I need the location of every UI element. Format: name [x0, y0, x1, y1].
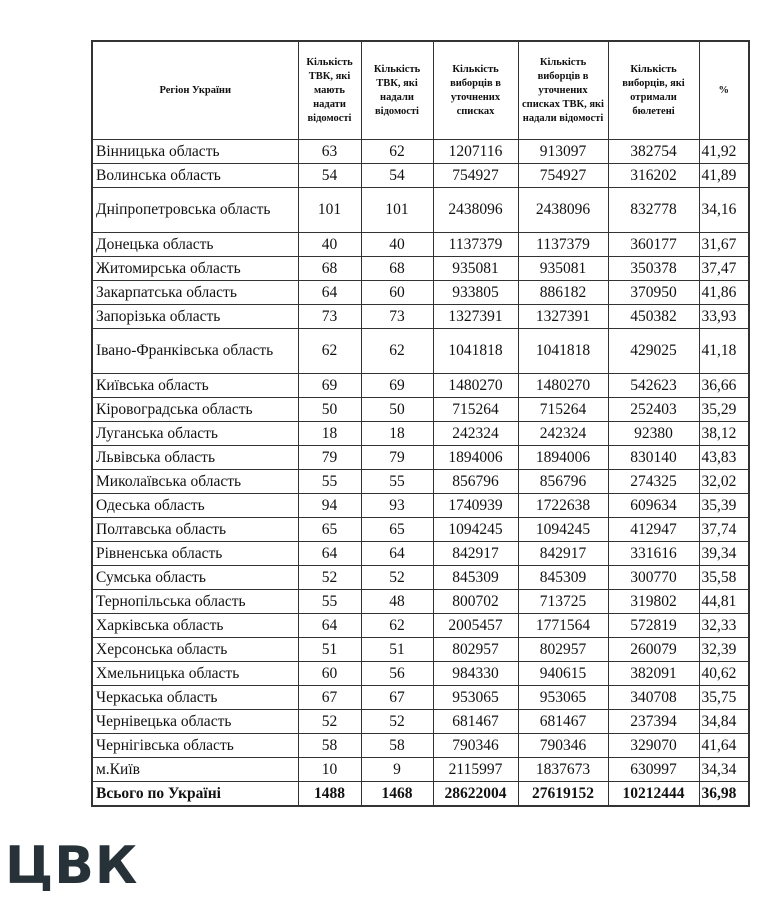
cell-percent: 37,47	[699, 257, 749, 281]
table-row	[92, 494, 749, 518]
table-row	[92, 590, 749, 614]
cell-voters-lists: 1327391	[433, 305, 518, 329]
cell-percent: 38,12	[699, 422, 749, 446]
cell-tvk-reported: 50	[361, 398, 433, 422]
cell-tvk-expected: 101	[298, 188, 361, 233]
cell-region: Львівська область	[92, 446, 298, 470]
cell-percent: 34,16	[699, 188, 749, 233]
cell-tvk-expected: 55	[298, 590, 361, 614]
table-row	[92, 188, 749, 233]
cell-tvk-reported: 101	[361, 188, 433, 233]
cell-tvk-reported: 67	[361, 686, 433, 710]
cell-tvk-reported: 55	[361, 470, 433, 494]
cell-voters-reported-lists: 27619152	[518, 782, 608, 807]
cell-ballots-received: 319802	[608, 590, 699, 614]
cell-voters-reported-lists: 953065	[518, 686, 608, 710]
cell-voters-reported-lists: 1094245	[518, 518, 608, 542]
cell-tvk-expected: 64	[298, 281, 361, 305]
cell-region: Полтавська область	[92, 518, 298, 542]
cell-tvk-expected: 52	[298, 710, 361, 734]
table-row	[92, 164, 749, 188]
table-row	[92, 470, 749, 494]
header-ballots-received: Кількість виборців, які отримали бюлетені	[608, 41, 699, 140]
cell-voters-lists: 715264	[433, 398, 518, 422]
header-region: Регіон України	[92, 41, 298, 140]
cell-voters-lists: 1207116	[433, 140, 518, 164]
cell-region: Донецька область	[92, 233, 298, 257]
cell-tvk-expected: 1488	[298, 782, 361, 807]
cell-percent: 32,02	[699, 470, 749, 494]
cell-ballots-received: 331616	[608, 542, 699, 566]
cell-region: Луганська область	[92, 422, 298, 446]
cell-region: Кіровоградська область	[92, 398, 298, 422]
table-row	[92, 542, 749, 566]
cell-region: Закарпатська область	[92, 281, 298, 305]
cell-tvk-reported: 79	[361, 446, 433, 470]
cell-voters-reported-lists: 886182	[518, 281, 608, 305]
table-row	[92, 686, 749, 710]
cell-tvk-reported: 60	[361, 281, 433, 305]
cell-percent: 41,89	[699, 164, 749, 188]
cell-tvk-reported: 48	[361, 590, 433, 614]
cell-voters-reported-lists: 802957	[518, 638, 608, 662]
cell-voters-lists: 842917	[433, 542, 518, 566]
cell-ballots-received: 316202	[608, 164, 699, 188]
cell-voters-reported-lists: 1722638	[518, 494, 608, 518]
cell-ballots-received: 832778	[608, 188, 699, 233]
table-row	[92, 422, 749, 446]
cell-tvk-reported: 56	[361, 662, 433, 686]
cell-ballots-received: 329070	[608, 734, 699, 758]
cell-percent: 32,39	[699, 638, 749, 662]
cell-region: Івано-Франківська область	[92, 329, 298, 374]
cell-voters-reported-lists: 681467	[518, 710, 608, 734]
header-tvk-reported: Кількість ТВК, які надали відомості	[361, 41, 433, 140]
cell-voters-lists: 1740939	[433, 494, 518, 518]
table-row	[92, 518, 749, 542]
cell-tvk-reported: 64	[361, 542, 433, 566]
cell-percent: 34,84	[699, 710, 749, 734]
cell-region: Вінницька область	[92, 140, 298, 164]
cell-region: Чернігівська область	[92, 734, 298, 758]
cell-tvk-expected: 55	[298, 470, 361, 494]
cell-region: Сумська область	[92, 566, 298, 590]
cell-tvk-reported: 65	[361, 518, 433, 542]
cell-region: Дніпропетровська область	[92, 188, 298, 233]
cell-voters-reported-lists: 1041818	[518, 329, 608, 374]
cell-voters-lists: 28622004	[433, 782, 518, 807]
cell-percent: 35,39	[699, 494, 749, 518]
cell-ballots-received: 609634	[608, 494, 699, 518]
table-row	[92, 398, 749, 422]
cell-ballots-received: 360177	[608, 233, 699, 257]
cell-region: Миколаївська область	[92, 470, 298, 494]
cell-voters-reported-lists: 790346	[518, 734, 608, 758]
cell-ballots-received: 340708	[608, 686, 699, 710]
cell-tvk-expected: 18	[298, 422, 361, 446]
cell-tvk-reported: 69	[361, 374, 433, 398]
cell-tvk-reported: 40	[361, 233, 433, 257]
cell-percent: 36,98	[699, 782, 749, 807]
cell-tvk-expected: 60	[298, 662, 361, 686]
cell-voters-reported-lists: 713725	[518, 590, 608, 614]
cell-voters-lists: 1094245	[433, 518, 518, 542]
cell-tvk-expected: 54	[298, 164, 361, 188]
cell-region: Херсонська область	[92, 638, 298, 662]
table-row	[92, 758, 749, 782]
cell-voters-reported-lists: 845309	[518, 566, 608, 590]
cell-tvk-expected: 79	[298, 446, 361, 470]
table-row	[92, 614, 749, 638]
cell-percent: 33,93	[699, 305, 749, 329]
cell-ballots-received: 252403	[608, 398, 699, 422]
cell-voters-lists: 681467	[433, 710, 518, 734]
cell-tvk-reported: 18	[361, 422, 433, 446]
cell-voters-reported-lists: 940615	[518, 662, 608, 686]
cell-ballots-received: 412947	[608, 518, 699, 542]
cell-tvk-reported: 62	[361, 140, 433, 164]
cell-tvk-expected: 67	[298, 686, 361, 710]
cell-percent: 32,33	[699, 614, 749, 638]
cell-voters-lists: 1894006	[433, 446, 518, 470]
cell-percent: 36,66	[699, 374, 749, 398]
cell-voters-lists: 953065	[433, 686, 518, 710]
cell-voters-lists: 754927	[433, 164, 518, 188]
cell-ballots-received: 10212444	[608, 782, 699, 807]
cell-ballots-received: 382754	[608, 140, 699, 164]
cell-percent: 37,74	[699, 518, 749, 542]
table-row	[92, 662, 749, 686]
cell-percent: 44,81	[699, 590, 749, 614]
table-row	[92, 566, 749, 590]
cell-region: Волинська область	[92, 164, 298, 188]
cell-tvk-expected: 65	[298, 518, 361, 542]
cell-tvk-reported: 52	[361, 710, 433, 734]
cell-voters-reported-lists: 1894006	[518, 446, 608, 470]
cell-tvk-expected: 40	[298, 233, 361, 257]
cell-tvk-reported: 62	[361, 614, 433, 638]
cell-percent: 31,67	[699, 233, 749, 257]
cell-tvk-reported: 51	[361, 638, 433, 662]
table-row	[92, 710, 749, 734]
cell-tvk-reported: 52	[361, 566, 433, 590]
cell-region: Одеська область	[92, 494, 298, 518]
header-tvk-expected: Кількість ТВК, які мають надати відомості	[298, 41, 361, 140]
cell-voters-lists: 845309	[433, 566, 518, 590]
cell-tvk-reported: 68	[361, 257, 433, 281]
cell-percent: 43,83	[699, 446, 749, 470]
cell-percent: 35,58	[699, 566, 749, 590]
cell-tvk-expected: 73	[298, 305, 361, 329]
cell-tvk-expected: 94	[298, 494, 361, 518]
cell-voters-reported-lists: 1480270	[518, 374, 608, 398]
cell-tvk-reported: 9	[361, 758, 433, 782]
cell-ballots-received: 350378	[608, 257, 699, 281]
cell-tvk-reported: 93	[361, 494, 433, 518]
cell-percent: 41,18	[699, 329, 749, 374]
cell-voters-lists: 856796	[433, 470, 518, 494]
cell-tvk-expected: 51	[298, 638, 361, 662]
table-body	[92, 140, 749, 807]
cell-voters-reported-lists: 1771564	[518, 614, 608, 638]
cell-tvk-expected: 58	[298, 734, 361, 758]
cell-percent: 39,34	[699, 542, 749, 566]
table-header-row	[92, 41, 749, 140]
cell-voters-reported-lists: 913097	[518, 140, 608, 164]
cell-percent: 34,34	[699, 758, 749, 782]
cell-ballots-received: 260079	[608, 638, 699, 662]
cell-tvk-reported: 62	[361, 329, 433, 374]
cell-percent: 41,92	[699, 140, 749, 164]
cell-ballots-received: 237394	[608, 710, 699, 734]
cell-voters-reported-lists: 1837673	[518, 758, 608, 782]
cell-voters-reported-lists: 935081	[518, 257, 608, 281]
cell-tvk-expected: 64	[298, 614, 361, 638]
cell-ballots-received: 382091	[608, 662, 699, 686]
cell-ballots-received: 830140	[608, 446, 699, 470]
cell-percent: 35,29	[699, 398, 749, 422]
turnout-table	[91, 40, 750, 807]
cell-percent: 35,75	[699, 686, 749, 710]
cell-region: Рівненська область	[92, 542, 298, 566]
cell-ballots-received: 370950	[608, 281, 699, 305]
cell-voters-lists: 984330	[433, 662, 518, 686]
cell-region: Харківська область	[92, 614, 298, 638]
cell-region: Хмельницька область	[92, 662, 298, 686]
cell-tvk-expected: 10	[298, 758, 361, 782]
cell-region: Тернопільська область	[92, 590, 298, 614]
table-row	[92, 257, 749, 281]
cell-voters-lists: 1137379	[433, 233, 518, 257]
table-row	[92, 305, 749, 329]
cell-region: Всього по Україні	[92, 782, 298, 807]
cell-region: м.Київ	[92, 758, 298, 782]
turnout-table-container	[91, 40, 748, 807]
table-row	[92, 638, 749, 662]
cell-ballots-received: 572819	[608, 614, 699, 638]
cell-tvk-reported: 73	[361, 305, 433, 329]
cell-ballots-received: 542623	[608, 374, 699, 398]
cell-voters-lists: 1041818	[433, 329, 518, 374]
header-percent: %	[699, 41, 749, 140]
cell-tvk-expected: 64	[298, 542, 361, 566]
cell-voters-reported-lists: 1137379	[518, 233, 608, 257]
cell-region: Київська область	[92, 374, 298, 398]
cell-region: Чернівецька область	[92, 710, 298, 734]
cell-region: Запорізька область	[92, 305, 298, 329]
cvk-logo: ЦВК	[5, 836, 139, 896]
cell-tvk-reported: 1468	[361, 782, 433, 807]
cell-voters-lists: 802957	[433, 638, 518, 662]
cell-voters-reported-lists: 242324	[518, 422, 608, 446]
cell-region: Житомирська область	[92, 257, 298, 281]
table-total-row	[92, 782, 749, 807]
cell-voters-lists: 800702	[433, 590, 518, 614]
cell-percent: 41,86	[699, 281, 749, 305]
cell-tvk-expected: 63	[298, 140, 361, 164]
cell-ballots-received: 300770	[608, 566, 699, 590]
cell-voters-lists: 242324	[433, 422, 518, 446]
cell-voters-reported-lists: 754927	[518, 164, 608, 188]
cell-percent: 41,64	[699, 734, 749, 758]
cell-voters-reported-lists: 2438096	[518, 188, 608, 233]
table-row	[92, 233, 749, 257]
header-voters-reported-lists: Кількість виборців в уточнених списках ТВК, які надали відомості	[518, 41, 608, 140]
cell-percent: 40,62	[699, 662, 749, 686]
cell-ballots-received: 429025	[608, 329, 699, 374]
header-voters-lists: Кількість виборців в уточнених списках	[433, 41, 518, 140]
cell-voters-reported-lists: 715264	[518, 398, 608, 422]
cell-voters-reported-lists: 842917	[518, 542, 608, 566]
cell-tvk-reported: 54	[361, 164, 433, 188]
cell-ballots-received: 630997	[608, 758, 699, 782]
cell-tvk-expected: 62	[298, 329, 361, 374]
table-row	[92, 446, 749, 470]
table-row	[92, 281, 749, 305]
table-row	[92, 374, 749, 398]
table-row	[92, 734, 749, 758]
cell-voters-lists: 2115997	[433, 758, 518, 782]
cell-voters-lists: 790346	[433, 734, 518, 758]
cell-voters-lists: 1480270	[433, 374, 518, 398]
cell-tvk-expected: 52	[298, 566, 361, 590]
cell-region: Черкаська область	[92, 686, 298, 710]
table-row	[92, 329, 749, 374]
cell-voters-lists: 2438096	[433, 188, 518, 233]
cell-voters-lists: 933805	[433, 281, 518, 305]
cell-tvk-expected: 50	[298, 398, 361, 422]
cell-ballots-received: 92380	[608, 422, 699, 446]
cell-tvk-reported: 58	[361, 734, 433, 758]
cell-voters-lists: 2005457	[433, 614, 518, 638]
table-row	[92, 140, 749, 164]
cell-ballots-received: 450382	[608, 305, 699, 329]
cell-voters-reported-lists: 856796	[518, 470, 608, 494]
cell-voters-lists: 935081	[433, 257, 518, 281]
cell-voters-reported-lists: 1327391	[518, 305, 608, 329]
cell-tvk-expected: 69	[298, 374, 361, 398]
cell-ballots-received: 274325	[608, 470, 699, 494]
cell-tvk-expected: 68	[298, 257, 361, 281]
